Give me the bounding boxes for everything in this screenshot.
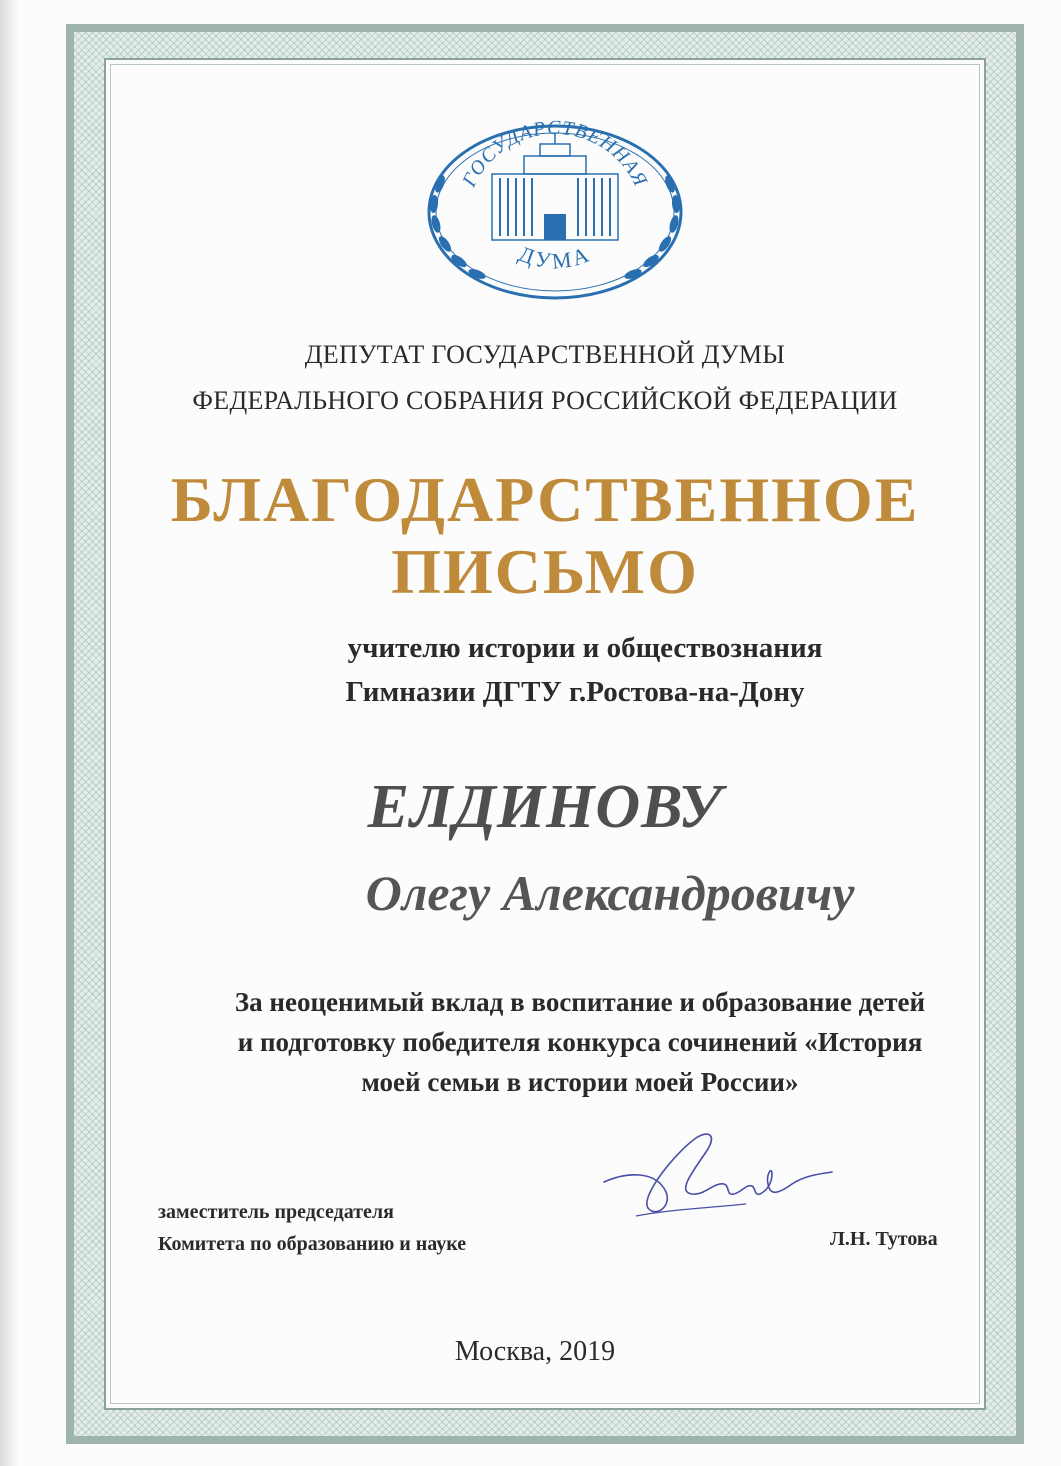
emblem-arc-bottom-text: ДУМА	[515, 240, 595, 274]
signatory-role	[158, 1196, 466, 1260]
award-reason-line-1: За неоценимый вклад в воспитание и образование детей	[234, 987, 926, 1017]
document-title-line-2: ПИСЬМО	[391, 536, 699, 607]
svg-text:ГОСУДАРСТВЕННАЯ	[458, 117, 652, 191]
addressee-given-names: Олегу Александровичу	[365, 865, 855, 921]
scan-edge-shadow	[0, 0, 22, 1466]
city-year: Москва, 2019	[454, 1336, 616, 1367]
award-reason-line-3: моей семьи в истории моей России»	[361, 1067, 799, 1097]
addressee-position-line-1: учителю истории и обществознания	[347, 632, 823, 664]
issuer-line-2: ФЕДЕРАЛЬНОГО СОБРАНИЯ РОССИЙСКОЙ ФЕДЕРАЦИИ	[192, 386, 898, 415]
addressee-surname: ЕЛДИНОВУ	[367, 773, 723, 841]
signatory-role-line-2: Комитета по образованию и науке	[158, 1233, 467, 1255]
emblem-arc-top-text: ГОСУДАРСТВЕННАЯ	[458, 116, 652, 191]
addressee-position-line-2: Гимназии ДГТУ г.Ростова-на-Дону	[345, 676, 805, 708]
signatory-name: Л.Н. Тутова	[830, 1228, 938, 1250]
svg-text:ДУМА	[515, 241, 594, 274]
issuer-line-1: ДЕПУТАТ ГОСУДАРСТВЕННОЙ ДУМЫ	[304, 340, 786, 369]
award-reason-line-2: и подготовку победителя конкурса сочинений «История	[237, 1027, 923, 1057]
state-duma-emblem-icon	[412, 104, 698, 304]
signatory-role-line-1: заместитель председателя	[158, 1201, 394, 1223]
award-reason	[160, 982, 1000, 1102]
handwritten-signature-icon	[596, 1122, 836, 1232]
document-title-line-1: БЛАГОДАРСТВЕННОЕ	[170, 464, 920, 535]
